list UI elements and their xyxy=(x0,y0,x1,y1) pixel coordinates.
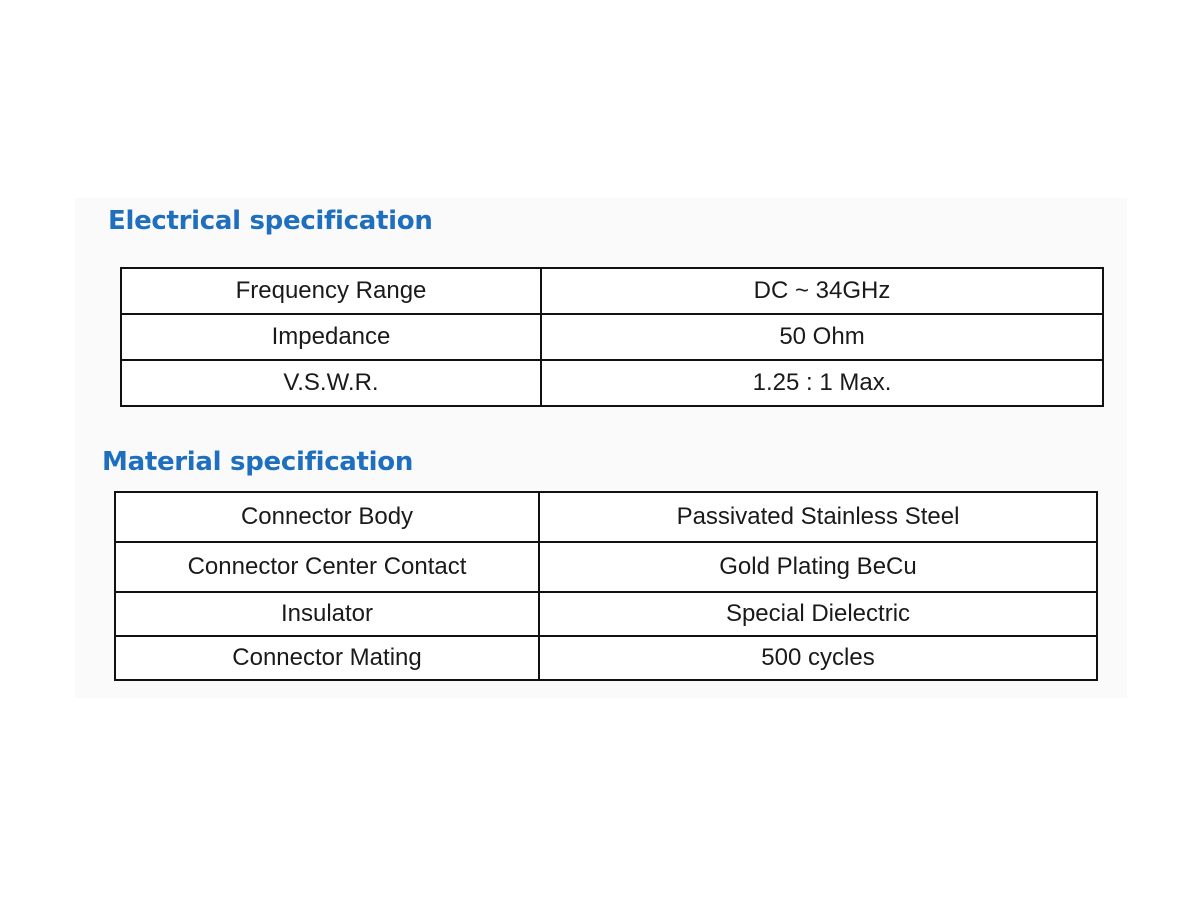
electrical-specification-title: Electrical specification xyxy=(108,206,433,236)
spec-label: Insulator xyxy=(115,592,539,636)
spec-label: Frequency Range xyxy=(121,268,541,314)
material-specification-title: Material specification xyxy=(102,447,414,477)
table-row xyxy=(115,636,1097,680)
spec-label: Connector Body xyxy=(115,492,539,542)
spec-label: V.S.W.R. xyxy=(121,360,541,406)
spec-value: 500 cycles xyxy=(539,636,1097,680)
spec-label: Connector Mating xyxy=(115,636,539,680)
table-row xyxy=(115,592,1097,636)
spec-value: DC ~ 34GHz xyxy=(541,268,1103,314)
spec-label: Connector Center Contact xyxy=(115,542,539,592)
spec-value: 50 Ohm xyxy=(541,314,1103,360)
table-row xyxy=(115,542,1097,592)
spec-value: Special Dielectric xyxy=(539,592,1097,636)
table-row xyxy=(121,268,1103,314)
material-specification-table xyxy=(114,491,1098,681)
table-row xyxy=(121,314,1103,360)
spec-value: Gold Plating BeCu xyxy=(539,542,1097,592)
electrical-specification-table xyxy=(120,267,1104,407)
spec-value: 1.25 : 1 Max. xyxy=(541,360,1103,406)
spec-value: Passivated Stainless Steel xyxy=(539,492,1097,542)
table-row xyxy=(115,492,1097,542)
spec-label: Impedance xyxy=(121,314,541,360)
table-row xyxy=(121,360,1103,406)
